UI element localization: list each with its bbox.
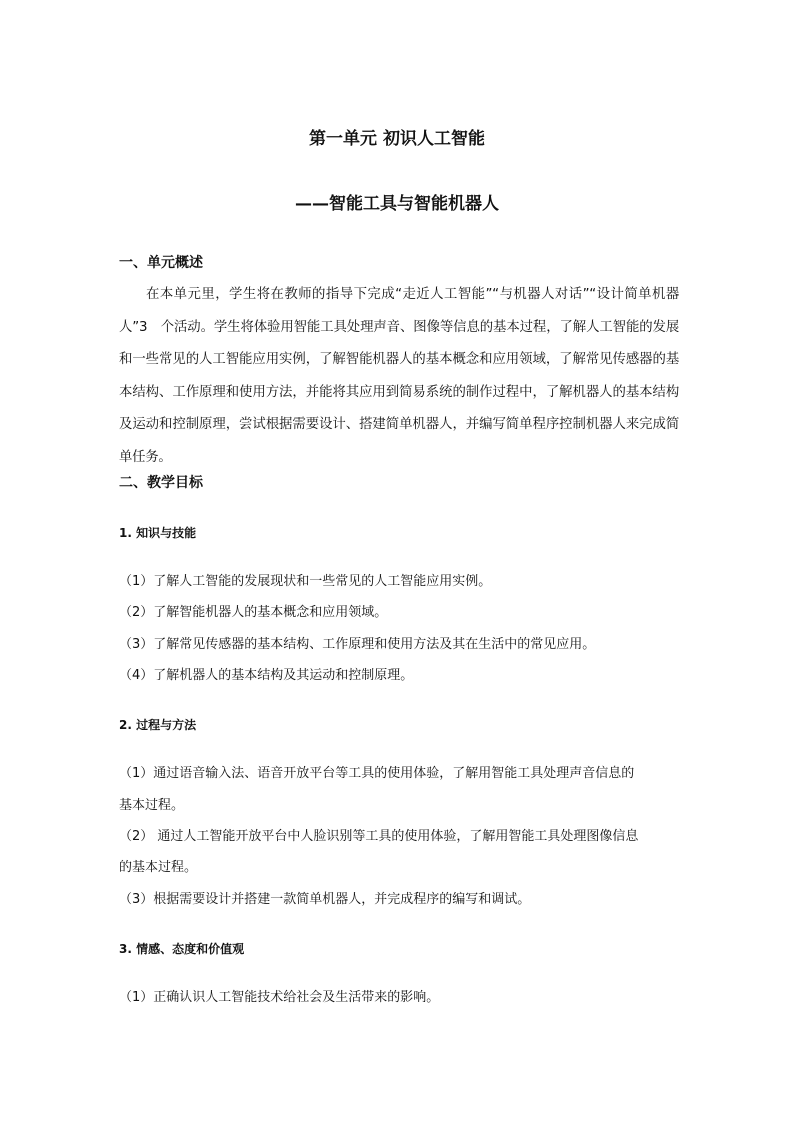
subsection-heading-knowledge: 1. 知识与技能 [119,526,197,540]
list-item: （2） 通过人工智能开放平台中人脸识别等工具的使用体验，了解用智能工具处理图像信息 [119,829,639,844]
list-item: （3）了解常见传感器的基本结构、工作原理和使用方法及其在生活中的常见应用。 [119,637,596,652]
subsection-heading-process: 2. 过程与方法 [119,718,197,732]
document-title: 第一单元 初识人工智能 [309,129,485,149]
overview-paragraph: 在本单元里，学生将在教师的指导下完成“走近人工智能”“与机器人对话”“设计简单机器人”3 个活动。学生将体验用智能工具处理声音、图像等信息的基本过程，了解人工智能的发展和一些常见的人工智能应用实例，了解智能机器人的基本概念和应用领域，了解常见传感器的基本结构、工作原理和使用方法，并能将其应用到简易系统的制作过程中，了解机器人的基本结构及运动和控制原理，尝试根据需要设计、搭建简单机器人，并编写简单程序控制机器人来完成简单任务。 [119,287,679,465]
list-item-continuation: 基本过程。 [119,798,185,813]
section-heading-overview: 一、单元概述 [119,255,203,271]
section-heading-objectives: 二、教学目标 [119,475,203,491]
list-item: （4）了解机器人的基本结构及其运动和控制原理。 [119,668,414,683]
list-item: （1）了解人工智能的发展现状和一些常见的人工智能应用实例。 [119,574,492,589]
list-item: （2）了解智能机器人的基本概念和应用领域。 [119,605,388,620]
list-item-continuation: 的基本过程。 [119,860,198,875]
document-subtitle: ——智能工具与智能机器人 [295,194,499,214]
list-item: （3）根据需要设计并搭建一款简单机器人，并完成程序的编写和调试。 [119,892,531,907]
subsection-heading-attitude: 3. 情感、态度和价值观 [119,942,245,956]
list-item: （1）通过语音输入法、语音开放平台等工具的使用体验，了解用智能工具处理声音信息的 [119,766,635,781]
list-item: （1）正确认识人工智能技术给社会及生活带来的影响。 [119,990,440,1005]
